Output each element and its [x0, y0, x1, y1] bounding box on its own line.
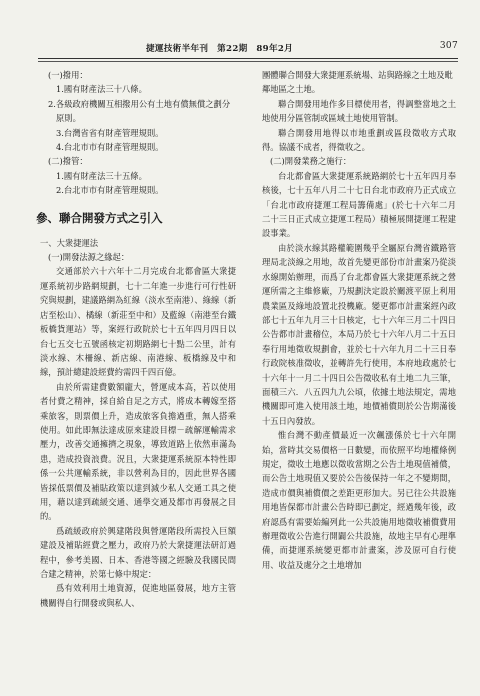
list-item: 4.台北市市有財產管理規則。	[56, 142, 164, 153]
paragraph: 一、大衆捷運法	[40, 237, 99, 248]
paragraph: 團體聯合開發大衆捷運系統場、站與路線之土地及毗鄰地區之土地。	[262, 70, 453, 95]
paragraph: 聯合開發用地作多目標使用者，得調整當地之土地使用分區管制或區域土地使用管制。	[262, 98, 456, 124]
paragraph: 惟台灣不動產價最近一次飆漲係於七十六年開始，當時其交易價格一日數變，而依照平均地權條例規定，徵收土地應以徵收當期之公告土地現值補償，而公告土地現值又要於公告後保持一年之不變期間，造成市價與補償價之差距更形加大。另已往公共設施用地皆保都市計畫公告時即已劃定，經過幾年後，政府認爲有需要始編列此一公共設施用地徵收補償費用辦理徵收公告進行開闢公共設施，故地主早有心理準備，而捷運系統變更都市計畫案，涉及原可自行使用、收益及處分之土地增加	[262, 430, 456, 570]
subsection-heading: (一)撥用：	[48, 70, 88, 80]
page-number: 307	[439, 41, 458, 51]
list-item: 3.台灣省省有財產管理規則。	[56, 127, 164, 138]
list-item: 1.國有財產法三十五條。	[56, 170, 147, 181]
subsection-heading: (二)開發業務之施行：	[270, 156, 352, 167]
paragraph: 爲疏緩政府於興建階段與營運階段所需投入巨額建設及補貼經費之壓力，政府乃於大衆捷運法研訂過程中，參考美國、日本、香港等國之經驗及我國民間合建之精神，於第七條中規定：	[40, 525, 236, 579]
paragraph: 由於所需建費數額龐大，營運成本高，若以使用者付費之精神，採自給自足之方式，將成本轉嫁至搭乘旅客，則票價上升，造成旅客負擔過重，無人搭乘使用。如此即無法達成原來建設目標－疏解運輸需求壓力，改善交通擁擠之現象，導致道路上依然車滿為患，造成投資浪費。況且，大衆捷運系統原本特性即係一公共運輸系統，非以營利為目的，因此世界各國皆採低票價及補貼政策以達到減少私人交通工具之使用，藉以達到疏緩交通、通學交通及都市再發展之目的。	[40, 381, 236, 522]
paragraph: 聯合開發用地得以市地重劃或區段徵收方式取得。協議不成者，得徵收之。	[262, 127, 456, 153]
list-item: 2.各級政府機關互相撥用公有土地有償無償之劃分原則。	[48, 98, 231, 124]
list-item: 2.台北市市有財產管理規則。	[56, 185, 164, 196]
section-heading: 參、聯合開發方式之引入	[36, 210, 163, 225]
paragraph: 交通部於六十六年十二月完成台北都會區大衆捷運系統初步路網規劃，七十二年進一步進行可行性研究與規劃，建議路網為紅線（淡水至南港）、綠線（新店至松山）、橘線（新莊至中和）及藍線（南港至台鐵板橋貨運站）等，案經行政院於七十五年四月四日以台七五交七五號函核定初期路網七十點二公里，計有淡水線、木柵線、新店線、南港線、板橋線及中和線，預計總建設經費約需四千四百億。	[40, 266, 236, 378]
left-text-column	[36, 68, 236, 610]
journal-title: 捷運技術半年刊 第22期 89年2月	[146, 44, 294, 54]
list-item: 1.國有財產法三十八條。	[56, 84, 147, 95]
header-rule	[38, 58, 458, 59]
subsection-heading: (一)開發法源之緣起：	[48, 252, 130, 263]
subsection-heading: (二)撥管：	[48, 156, 88, 167]
header-rule-thin	[38, 61, 458, 62]
running-header	[38, 40, 458, 56]
paragraph: 爲有效利用土地資源，促進地區發展，地方主管機關得自行開發或與私人、	[40, 583, 236, 608]
paragraph: 台北都會區大衆捷運系統路網於七十五年四月奉核後，七十五年八月二十七日台北市政府乃正式成立「台北市政府捷運工程局籌備處」(於七十六年二月二十三日正式成立捷運工程局）積極展開捷運工程建設事業。	[262, 170, 456, 239]
paragraph: 由於淡水線其路權範圍幾乎全屬原台灣省鐵路管理局北淡線之用地，故首先變更部份市計畫案乃從淡水線開始辦理，而爲了台北都會區大衆捷運系統之營運所需之主維修廠，乃規劃決定設於關渡平原上利用農業區及綠地設置北投機廠。變更都市計畫案經內政部七十五年九月三十日核定，七十六年三月二十四日公告都市計畫稽位，本局乃於七十六年八月二十五日奉行用地徵收規劃會，並於七十六年九月二十三日奉行政院核准徵收，並轉許先行使用，本府地政處於七十六年十一月二十四日公告徵收私有土地二九三筆，面積三六．八五四九九公頃，依據土地法規定，需地機關即可進入使用該土地，地價補償則於公告期滿後十五日內發放。	[262, 242, 456, 426]
right-text-column	[262, 68, 456, 572]
